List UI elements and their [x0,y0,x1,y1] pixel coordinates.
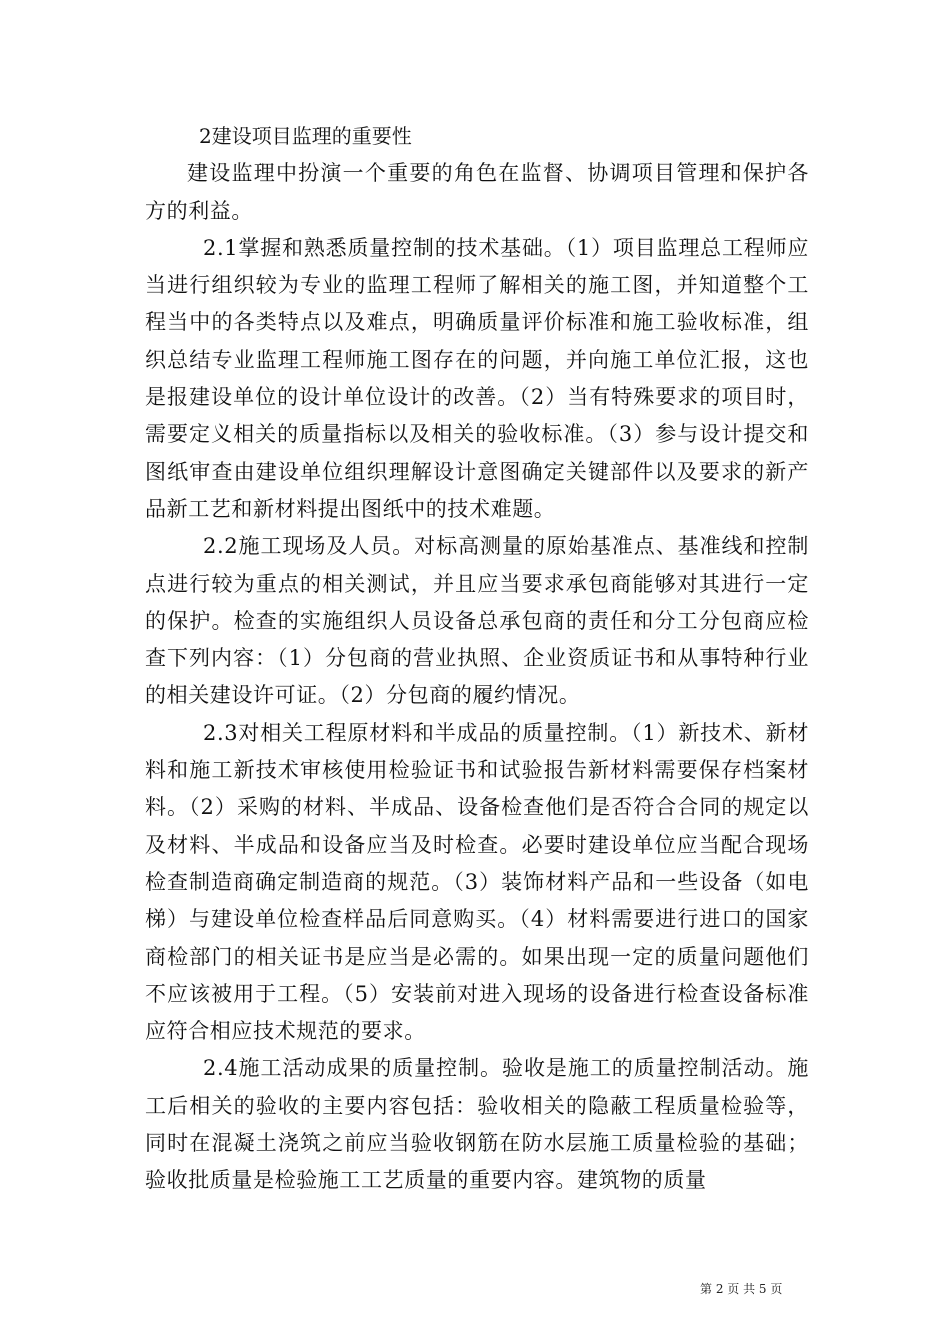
paragraph-intro: 建设监理中扮演一个重要的角色在监督、协调项目管理和保护各方的利益。 [145,161,809,223]
paragraph-2-2: 2.2施工现场及人员。对标高测量的原始基准点、基准线和控制点进行较为重点的相关测试，并且应当要求承包商能够对其进行一定的保护。检查的实施组织人员设备总承包商的责任和分工分包商应检查下列内容：（1）分包商的营业执照、企业资质证书和从事特种行业的相关建设许可证。（2）分包商的履约情况。 [145,534,809,708]
paragraph-2-1: 2.1掌握和熟悉质量控制的技术基础。（1）项目监理总工程师应当进行组织较为专业的监理工程师了解相关的施工图，并知道整个工程当中的各类特点以及难点，明确质量评价标准和施工验收标准，组织总结专业监理工程师施工图存在的问题，并向施工单位汇报，这也是报建设单位的设计单位设计的改善。（2）当有特殊要求的项目时，需要定义相关的质量指标以及相关的验收标准。（3）参与设计提交和图纸审查由建设单位组织理解设计意图确定关键部件以及要求的新产品新工艺和新材料提出图纸中的技术难题。 [145,235,809,521]
section-heading: 2建设项目监理的重要性 [199,124,412,148]
document-body [145,118,809,1200]
paragraph-2-3: 2.3对相关工程原材料和半成品的质量控制。（1）新技术、新材料和施工新技术审核使用检验证书和试验报告新材料需要保存档案材料。（2）采购的材料、半成品、设备检查他们是否符合合同的规定以及材料、半成品和设备应当及时检查。必要时建设单位应当配合现场检查制造商确定制造商的规范。（3）装饰材料产品和一些设备（如电梯）与建设单位检查样品后同意购买。（4）材料需要进行进口的国家商检部门的相关证书是应当是必需的。如果出现一定的质量问题他们不应该被用于工程。（5）安装前对进入现场的设备进行检查设备标准应符合相应技术规范的要求。 [145,720,809,1044]
paragraph-2-4: 2.4施工活动成果的质量控制。验收是施工的质量控制活动。施工后相关的验收的主要内容包括：验收相关的隐蔽工程质量检验等，同时在混凝土浇筑之前应当验收钢筋在防水层施工质量检验的基础；验收批质量是检验施工工艺质量的重要内容。建筑物的质量 [145,1056,809,1193]
page-number-footer: 第 2 页 共 5 页 [700,1282,783,1296]
